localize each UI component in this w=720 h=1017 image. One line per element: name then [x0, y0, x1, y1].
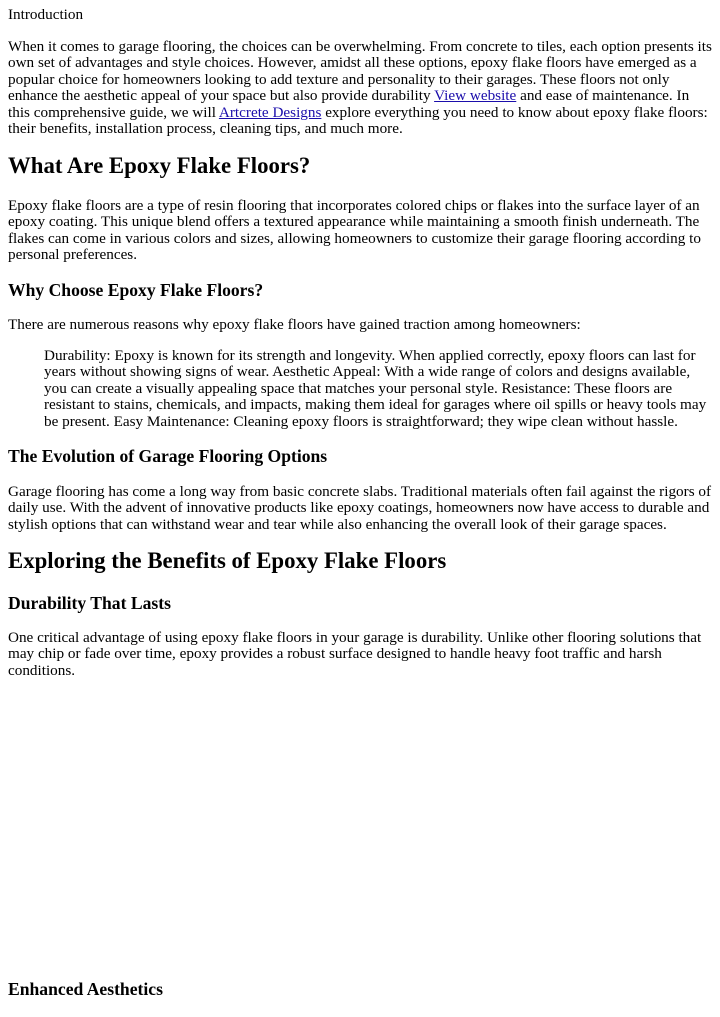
benefits-list: Durability: Epoxy is known for its strength and longevity. When applied correctly, epoxy floors can last for years without showing signs of wear. Aesthetic Appeal: With a wide range of colors and designs available, you can create a visually appealing space that matches your personal style. Resistance: These floors are resistant to stains, chemicals, and impacts, making them ideal for garages where oil spills or heavy tools may be present. Easy Maintenance: Cleaning epoxy floors is straightforward; they wipe clean without hassle.: [44, 347, 707, 430]
heading-why-choose: Why Choose Epoxy Flake Floors?: [8, 280, 264, 300]
heading-exploring-benefits: Exploring the Benefits of Epoxy Flake Floors: [8, 548, 447, 573]
intro-text-3: explore everything you need to know about epoxy flake floors: their benefits, installation process, cleaning tips, and much more.: [8, 103, 708, 138]
artcrete-designs-link[interactable]: Artcrete Designs: [218, 103, 322, 121]
heading-what-are: What Are Epoxy Flake Floors?: [8, 153, 311, 178]
what-paragraph: Epoxy flake floors are a type of resin flooring that incorporates colored chips or flakes into the surface layer of an epoxy coating. This unique blend offers a textured appearance while maintaining a smooth finish underneath. The flakes can come in various colors and sizes, allowing homeowners to customize their garage flooring according to personal preferences.: [8, 197, 701, 264]
intro-paragraph: [8, 39, 714, 137]
intro-text-1: When it comes to garage flooring, the choices can be overwhelming. From concrete to tiles, each option presents its own set of advantages and style choices. However, amidst all these options, epoxy flake floors have emerged as a popular choice for homeowners looking to add texture and personality to their garages. These floors not only enhance the aesthetic appeal of your space but also provide durability: [8, 38, 712, 105]
durability-paragraph: One critical advantage of using epoxy flake floors in your garage is durability. Unlike other flooring solutions that may chip or fade over time, epoxy provides a robust surface designed to handle heavy foot traffic and harsh conditions.: [8, 629, 702, 679]
why-paragraph: There are numerous reasons why epoxy flake floors have gained traction among homeowners:: [8, 316, 581, 333]
evolution-paragraph: Garage flooring has come a long way from basic concrete slabs. Traditional materials often fail against the rigors of daily use. With the advent of innovative products like epoxy coatings, homeowners now have access to durable and stylish options that can withstand wear and tear while also enhancing the overall look of their garage spaces.: [8, 483, 712, 533]
view-website-link[interactable]: View website: [434, 87, 517, 105]
heading-enhanced-aesthetics: Enhanced Aesthetics: [8, 979, 163, 999]
intro-text-2: and ease of maintenance. In this comprehensive guide, we will: [8, 87, 690, 121]
heading-evolution: The Evolution of Garage Flooring Options: [8, 446, 328, 466]
intro-label: Introduction: [8, 6, 84, 23]
heading-durability: Durability That Lasts: [8, 593, 171, 613]
